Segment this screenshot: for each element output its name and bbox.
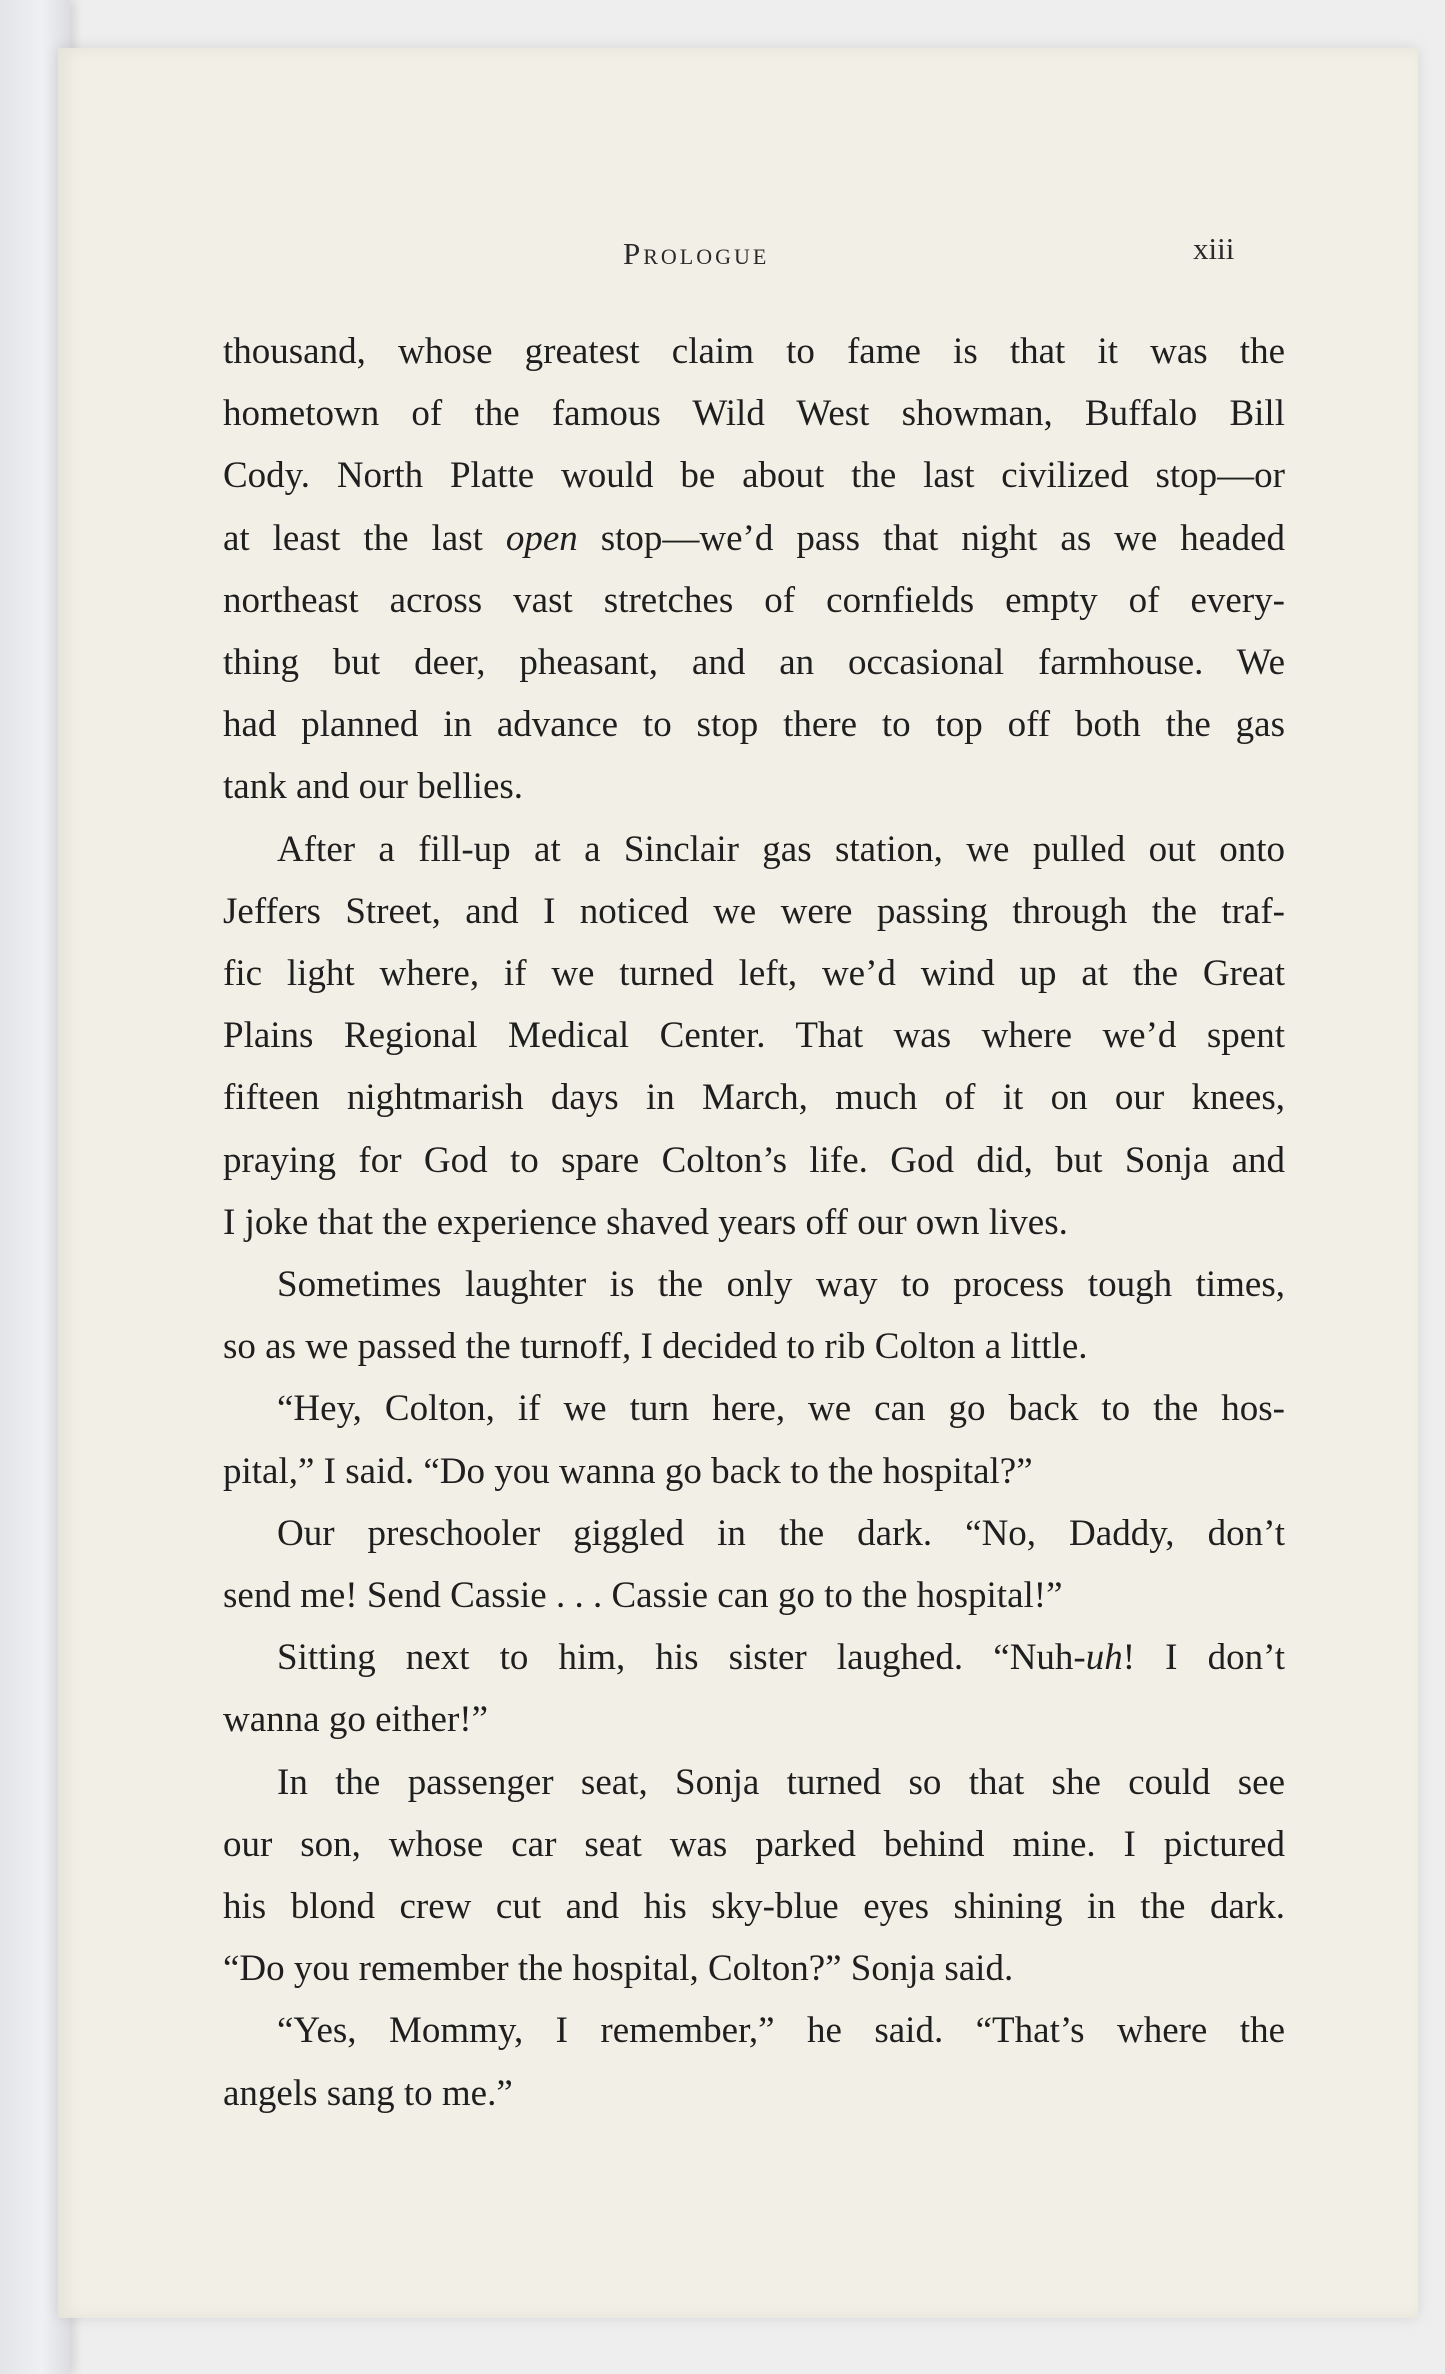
text-line: at least the last open stop—we’d pass that night as we headed xyxy=(223,517,1286,559)
text-line: Our preschooler giggled in the dark. “No, Daddy, don’t xyxy=(277,1512,1285,1554)
text-line: our son, whose car seat was parked behind mine. I pictured xyxy=(223,1823,1285,1865)
paragraph xyxy=(223,1752,1285,2001)
text-line: angels sang to me.” xyxy=(223,2072,513,2114)
text-line: “Do you remember the hospital, Colton?” Sonja said. xyxy=(223,1948,1014,1990)
paragraph xyxy=(223,1503,1285,1627)
text-line: send me! Send Cassie . . . Cassie can go to the hospital!” xyxy=(223,1575,1063,1617)
text-line: Sometimes laughter is the only way to process tough times, xyxy=(277,1264,1285,1306)
text-line: northeast across vast stretches of cornfields empty of every- xyxy=(223,579,1285,621)
text-line: fifteen nightmarish days in March, much of it on our knees, xyxy=(223,1077,1285,1119)
paragraph xyxy=(223,1254,1285,1378)
running-head xyxy=(58,188,1418,271)
text-line: In the passenger seat, Sonja turned so that she could see xyxy=(277,1761,1285,1803)
text-line: pital,” I said. “Do you wanna go back to the hospital?” xyxy=(223,1450,1033,1492)
text-line: Sitting next to him, his sister laughed. “Nuh-uh! I don’t xyxy=(277,1637,1286,1679)
text-line: so as we passed the turnoff, I decided to rib Colton a little. xyxy=(223,1326,1088,1368)
body-text xyxy=(223,321,1285,2125)
text-line: thousand, whose greatest claim to fame is that it was the xyxy=(223,331,1285,372)
page-number: xiii xyxy=(1193,231,1235,266)
paragraph xyxy=(223,321,1285,819)
text-line: hometown of the famous Wild West showman, Buffalo Bill xyxy=(223,393,1285,435)
text-line: thing but deer, pheasant, and an occasional farmhouse. We xyxy=(223,642,1285,684)
text-line: his blond crew cut and his sky-blue eyes shining in the dark. xyxy=(223,1886,1285,1928)
text-line: I joke that the experience shaved years off our own lives. xyxy=(223,1201,1068,1243)
paragraph xyxy=(223,819,1285,1254)
text-line: Jeffers Street, and I noticed we were passing through the traf- xyxy=(223,890,1285,932)
text-line: wanna go either!” xyxy=(223,1699,489,1741)
chapter-title: Prologue xyxy=(623,236,770,271)
paragraph xyxy=(223,1627,1285,1751)
text-line: “Yes, Mommy, I remember,” he said. “That’s where the xyxy=(277,2010,1285,2052)
text-line: praying for God to spare Colton’s life. God did, but Sonja and xyxy=(223,1139,1285,1181)
text-line: Cody. North Platte would be about the last civilized stop—or xyxy=(223,455,1285,497)
text-line: tank and our bellies. xyxy=(223,766,524,808)
paragraph xyxy=(223,1378,1285,1502)
book-page xyxy=(58,48,1418,2318)
text-line: After a fill-up at a Sinclair gas station, we pulled out onto xyxy=(277,828,1285,870)
paragraph xyxy=(223,2000,1285,2124)
text-line: “Hey, Colton, if we turn here, we can go back to the hos- xyxy=(277,1388,1285,1430)
text-line: had planned in advance to stop there to top off both the gas xyxy=(223,704,1285,746)
text-line: Plains Regional Medical Center. That was where we’d spent xyxy=(223,1015,1285,1057)
text-line: fic light where, if we turned left, we’d wind up at the Great xyxy=(223,953,1285,995)
